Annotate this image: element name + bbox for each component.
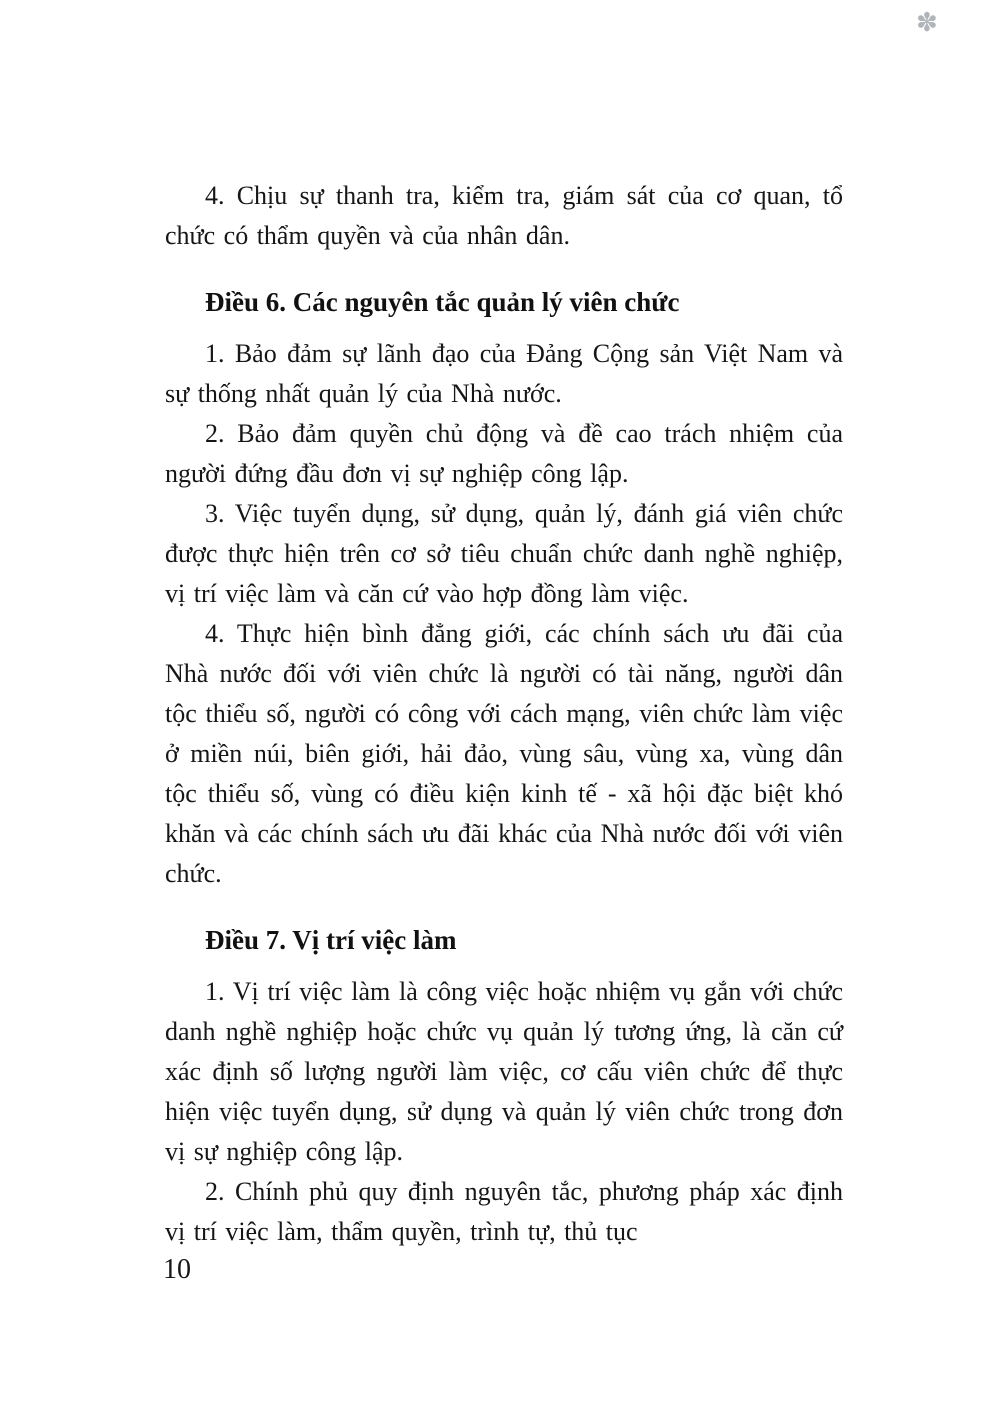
article-6-paragraph-1: 1. Bảo đảm sự lãnh đạo của Đảng Cộng sản Việt Nam và sự thống nhất quản lý của Nhà nước. [165,339,843,408]
article-6-heading: Điều 6. Các nguyên tắc quản lý viên chức [205,287,680,317]
article-7-heading: Điều 7. Vị trí việc làm [205,925,457,955]
article-6-paragraph-2: 2. Bảo đảm quyền chủ động và đề cao trách nhiệm của người đứng đầu đơn vị sự nghiệp công lập. [165,419,843,488]
article-7-paragraph-1: 1. Vị trí việc làm là công việc hoặc nhiệm vụ gắn với chức danh nghề nghiệp hoặc chức vụ quản lý tương ứng, là căn cứ xác định số lượng người làm việc, cơ cấu viên chức để thực hiện việc tuyển dụng, sử dụng và quản lý viên chức trong đơn vị sự nghiệp công lập. [165,977,843,1166]
article-6-paragraph-3: 3. Việc tuyển dụng, sử dụng, quản lý, đánh giá viên chức được thực hiện trên cơ sở tiêu chuẩn chức danh nghề nghiệp, vị trí việc làm và căn cứ vào hợp đồng làm việc. [165,499,843,608]
page-number: 10 [163,1254,191,1285]
page-content [165,176,843,1252]
flower-ornament-icon: ✽ [916,8,938,37]
article-7-paragraph-2: 2. Chính phủ quy định nguyên tắc, phương pháp xác định vị trí việc làm, thẩm quyền, trình tự, thủ tục [165,1177,843,1246]
article-6-paragraph-4: 4. Thực hiện bình đẳng giới, các chính sách ưu đãi của Nhà nước đối với viên chức là người có tài năng, người dân tộc thiểu số, người có công với cách mạng, viên chức làm việc ở miền núi, biên giới, hải đảo, vùng sâu, vùng xa, vùng dân tộc thiểu số, vùng có điều kiện kinh tế - xã hội đặc biệt khó khăn và các chính sách ưu đãi khác của Nhà nước đối với viên chức. [165,619,843,888]
paragraph-clause-4-continuation: 4. Chịu sự thanh tra, kiểm tra, giám sát của cơ quan, tổ chức có thẩm quyền và của nhân dân. [165,181,843,250]
